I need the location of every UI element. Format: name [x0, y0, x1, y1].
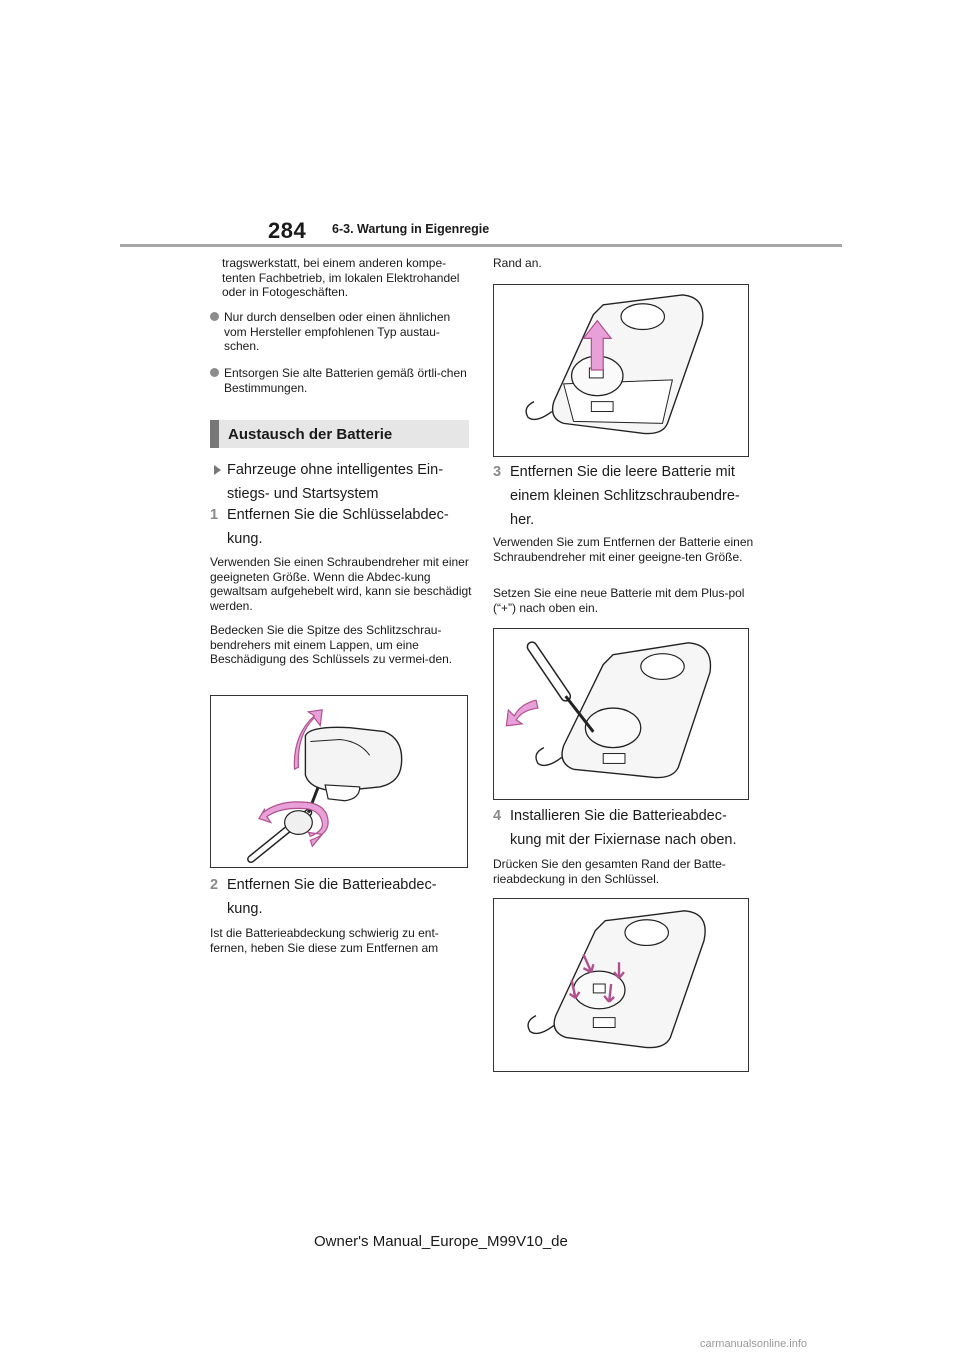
continuation-text: Rand an.	[493, 256, 542, 270]
bullet-item	[210, 310, 472, 354]
page-number: 284	[268, 218, 307, 243]
intro-text: tragswerkstatt, bei einem anderen kompe-tenten Fachbetrieb, im lokalen Elektrohandel oder in Fotogeschäften.	[222, 256, 460, 300]
step-title-text: Entfernen Sie die Schlüsselabdec-kung.	[227, 507, 449, 547]
bullet-text: Entsorgen Sie alte Batterien gemäß örtli-chen Bestimmungen.	[224, 366, 467, 395]
footer-manual-id: Owner's Manual_Europe_M99V10_de	[314, 1233, 568, 1250]
step-title-text: Installieren Sie die Batterieabdec-kung mit der Fixiernase nach oben.	[510, 808, 737, 848]
step-title-text: Entfernen Sie die Batterieabdec-kung.	[227, 877, 437, 917]
step-number: 2	[210, 877, 219, 893]
figure-remove-key-cover	[210, 695, 468, 868]
step-2-title	[210, 873, 468, 921]
section-heading: Austausch der Batterie	[210, 420, 469, 448]
step-number: 3	[493, 464, 502, 480]
step-number: 1	[210, 507, 219, 523]
triangle-marker-icon	[214, 465, 221, 475]
step-2-para-1: Ist die Batterieabdeckung schwierig zu ent-fernen, heben Sie diese zum Entfernen am	[210, 926, 439, 955]
figure-install-battery-cover	[493, 898, 749, 1072]
step-1-para-2: Bedecken Sie die Spitze des Schlitzschrau-bendrehers mit einem Lappen, um eine Beschädigung des Schlüssels zu vermei-den.	[210, 623, 453, 667]
step-1-title	[210, 503, 468, 551]
bullet-item	[210, 366, 472, 395]
step-3-para-1: Verwenden Sie zum Entfernen der Batterie einen Schraubendreher mit einer geeigne-ten Größe.	[493, 535, 754, 564]
battery-cover-illustration	[494, 285, 748, 456]
step-3-title	[493, 460, 753, 532]
step-4-para-1: Drücken Sie den gesamten Rand der Batte-rieabdeckung in den Schlüssel.	[493, 857, 726, 886]
system-note-text: Fahrzeuge ohne intelligentes Ein-stiegs- und Startsystem	[227, 462, 444, 502]
section-label: 6-3. Wartung in Eigenregie	[332, 222, 490, 236]
bullet-dot-icon	[210, 312, 219, 321]
step-title-text: Entfernen Sie die leere Batterie mit einem kleinen Schlitzschraubendre-her.	[510, 464, 740, 528]
key-cover-illustration	[211, 696, 467, 867]
battery-install-illustration	[494, 899, 748, 1071]
step-number: 4	[493, 808, 502, 824]
system-note	[214, 458, 466, 506]
step-1-para-1: Verwenden Sie einen Schraubendreher mit einer geeigneten Größe. Wenn die Abdec-kung gewaltsam aufgehebelt wird, kann sie beschädigt werden.	[210, 555, 472, 613]
header-rule	[120, 244, 842, 247]
figure-remove-battery-cover	[493, 284, 749, 457]
battery-removal-illustration	[494, 629, 748, 799]
step-3-para-2: Setzen Sie eine neue Batterie mit dem Plus-pol (“+”) nach oben ein.	[493, 586, 745, 615]
step-4-title	[493, 804, 755, 852]
bullet-text: Nur durch denselben oder einen ähnlichen vom Hersteller empfohlenen Typ austau-schen.	[224, 310, 451, 354]
bullet-dot-icon	[210, 368, 219, 377]
watermark: carmanualsonline.info	[700, 1338, 808, 1350]
figure-remove-battery	[493, 628, 749, 800]
